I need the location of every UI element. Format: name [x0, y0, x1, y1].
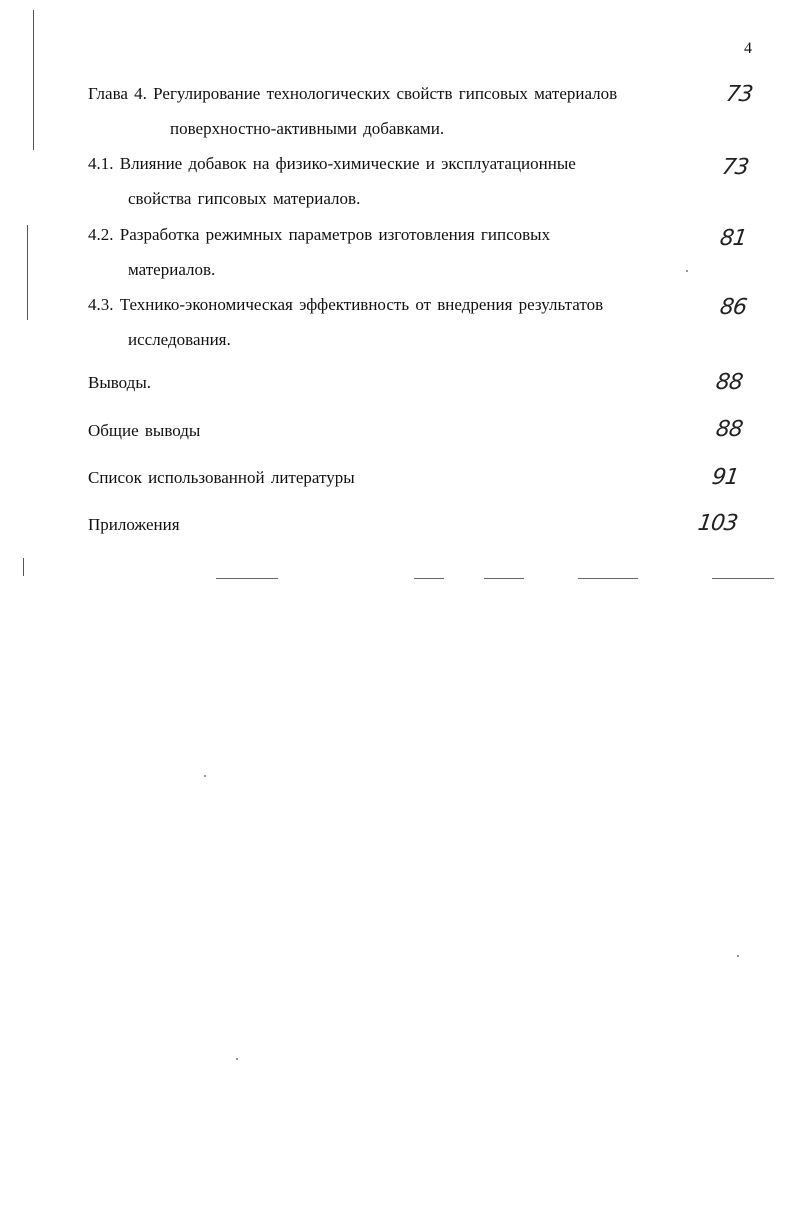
scan-margin-line-top	[33, 10, 34, 150]
toc-page-number: 88	[714, 417, 744, 442]
scan-margin-line-low	[23, 558, 24, 576]
toc-page-number: 81	[718, 226, 748, 251]
toc-entry-section-4-2	[88, 225, 708, 280]
toc-entry-title: Общие выводы	[88, 421, 201, 440]
toc-entry-title: 4.1. Влияние добавок на физико-химические и эксплуатационные	[88, 154, 576, 173]
scan-speck	[737, 955, 739, 957]
toc-entry-title: 4.3. Технико-экономическая эффективность от внедрения результатов	[88, 295, 604, 314]
toc-page-number: 88	[714, 370, 744, 395]
toc-entry-general-conclusions	[88, 421, 708, 441]
toc-entry-title: Список использованной литературы	[88, 468, 355, 487]
scan-dash-4	[578, 578, 638, 579]
scan-dash-5	[712, 578, 774, 579]
toc-entry-title: Приложения	[88, 515, 180, 534]
toc-entry-chapter-4	[88, 84, 708, 139]
toc-entry-title: 4.2. Разработка режимных параметров изготовления гипсовых	[88, 225, 551, 244]
scan-speck	[236, 1058, 238, 1060]
toc-page-number: 86	[718, 295, 748, 320]
scan-dash-3	[484, 578, 524, 579]
page-number: 4	[744, 40, 752, 57]
toc-entry-title-continued: свойства гипсовых материалов.	[128, 189, 361, 208]
toc-entry-references	[88, 468, 708, 488]
toc-entry-section-4-1	[88, 154, 708, 209]
scan-margin-line-mid	[27, 225, 28, 320]
toc-entry-section-4-3	[88, 295, 708, 350]
scan-dash-2	[414, 578, 444, 579]
toc-page-number: 91	[710, 465, 740, 490]
toc-page-number: 103	[696, 511, 739, 536]
toc-entry-title-continued: исследования.	[128, 330, 231, 349]
toc-entry-title: Глава 4. Регулирование технологических свойств гипсовых материалов	[88, 84, 618, 103]
toc-entry-title-continued: поверхностно-активными добавками.	[170, 119, 445, 138]
toc-entry-appendices	[88, 515, 708, 535]
toc-entry-title-continued: материалов.	[128, 260, 216, 279]
toc-page-number: 73	[720, 155, 750, 180]
scan-dash-1	[216, 578, 278, 579]
toc-page-number: 73	[724, 82, 754, 107]
scan-speck	[204, 775, 206, 777]
toc-entry-conclusions	[88, 373, 708, 393]
toc-entry-title: Выводы.	[88, 373, 152, 392]
